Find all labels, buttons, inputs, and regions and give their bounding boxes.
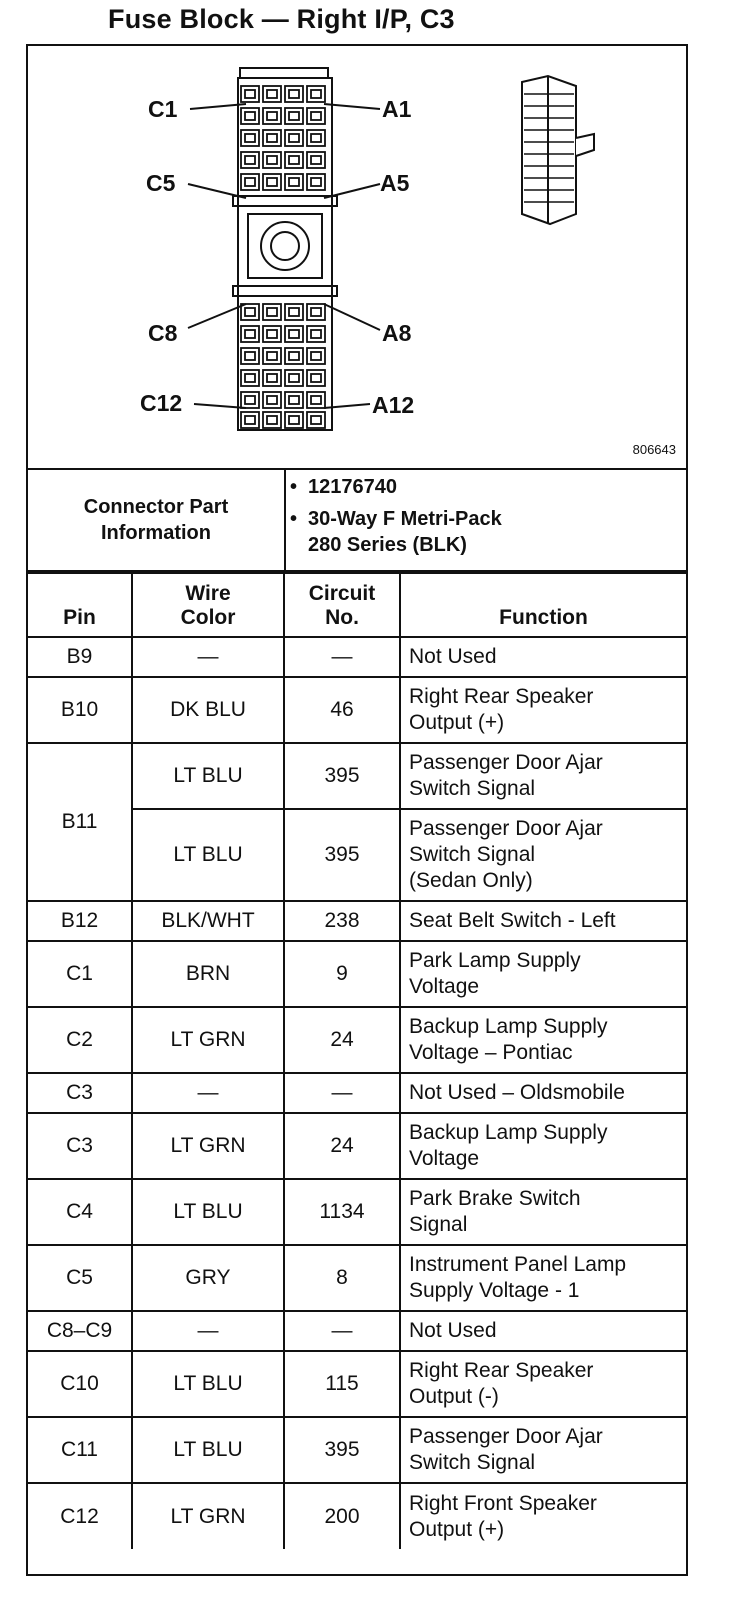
cavity-terminal bbox=[245, 178, 255, 186]
cavity-terminal bbox=[289, 156, 299, 164]
function-line: Switch Signal bbox=[409, 1451, 536, 1474]
function-line: Park Brake Switch bbox=[409, 1187, 581, 1210]
cavity-terminal bbox=[289, 112, 299, 120]
cavity-terminal bbox=[267, 178, 277, 186]
circuit-cell: 395 bbox=[284, 1417, 400, 1483]
connector-info-label-line1: Connector Part bbox=[83, 496, 229, 518]
table-row bbox=[28, 1113, 686, 1179]
pin-cell: B9 bbox=[28, 637, 132, 677]
cavity-terminal bbox=[267, 156, 277, 164]
header-function: Function bbox=[400, 571, 686, 637]
circuit-cell: 395 bbox=[284, 809, 400, 901]
pin-cell: C3 bbox=[28, 1113, 132, 1179]
function-line: Not Used bbox=[409, 1319, 497, 1342]
circuit-cell: 238 bbox=[284, 901, 400, 941]
function-line: Passenger Door Ajar bbox=[409, 751, 603, 774]
pin-cell: B10 bbox=[28, 677, 132, 743]
cavity-terminal bbox=[289, 330, 299, 338]
table-row bbox=[28, 1417, 686, 1483]
cavity-terminal bbox=[289, 374, 299, 382]
cavity-terminal bbox=[289, 178, 299, 186]
circuit-cell: 200 bbox=[284, 1483, 400, 1549]
circuit-cell: 46 bbox=[284, 677, 400, 743]
function-line: Switch Signal bbox=[409, 777, 536, 800]
cavity-terminal bbox=[289, 308, 299, 316]
circuit-cell: 8 bbox=[284, 1245, 400, 1311]
cavity-terminal bbox=[267, 308, 277, 316]
function-cell bbox=[400, 1351, 686, 1417]
circuit-cell: 1134 bbox=[284, 1179, 400, 1245]
wire-color-cell: LT BLU bbox=[132, 809, 284, 901]
wire-color-cell: BLK/WHT bbox=[132, 901, 284, 941]
label-a12: A12 bbox=[372, 392, 415, 418]
wire-color-cell: DK BLU bbox=[132, 677, 284, 743]
pinout-table bbox=[28, 570, 686, 1549]
cavity-terminal bbox=[311, 90, 321, 98]
pin-cell: C4 bbox=[28, 1179, 132, 1245]
connector-type bbox=[308, 506, 682, 558]
figure-number: 806643 bbox=[632, 442, 676, 457]
connector-part-info bbox=[28, 468, 686, 574]
cavity-terminal bbox=[289, 134, 299, 142]
function-line: Voltage bbox=[409, 1147, 480, 1170]
circuit-cell: 115 bbox=[284, 1351, 400, 1417]
cavity-terminal bbox=[267, 330, 277, 338]
cavity-terminal bbox=[311, 374, 321, 382]
connector-type-line2: 280 Series (BLK) bbox=[308, 534, 467, 556]
cavity-terminal bbox=[311, 308, 321, 316]
table-row bbox=[28, 1073, 686, 1113]
header-circuit-line2: No. bbox=[325, 606, 359, 629]
function-cell bbox=[400, 901, 686, 941]
table-row bbox=[28, 1483, 686, 1549]
wire-color-cell: — bbox=[132, 1073, 284, 1113]
table-row bbox=[28, 1311, 686, 1351]
function-cell bbox=[400, 1179, 686, 1245]
cavity-terminal bbox=[289, 396, 299, 404]
function-line: Voltage bbox=[409, 975, 480, 998]
pin-cell: C12 bbox=[28, 1483, 132, 1549]
cavity-terminal bbox=[245, 112, 255, 120]
pin-cell: C1 bbox=[28, 941, 132, 1007]
function-cell bbox=[400, 1311, 686, 1351]
function-cell bbox=[400, 1113, 686, 1179]
cavity-terminal bbox=[245, 308, 255, 316]
cavity-terminal bbox=[267, 352, 277, 360]
wire-color-cell: LT GRN bbox=[132, 1007, 284, 1073]
wire-color-cell: LT BLU bbox=[132, 1417, 284, 1483]
wire-color-cell: LT BLU bbox=[132, 743, 284, 809]
function-cell bbox=[400, 637, 686, 677]
label-a5: A5 bbox=[380, 170, 410, 196]
pin-cell: C5 bbox=[28, 1245, 132, 1311]
pin-cell: B12 bbox=[28, 901, 132, 941]
function-line: Passenger Door Ajar bbox=[409, 1425, 603, 1448]
table-row bbox=[28, 1007, 686, 1073]
cavity-terminal bbox=[289, 90, 299, 98]
circuit-cell: — bbox=[284, 1311, 400, 1351]
header-circuit-line1: Circuit bbox=[308, 582, 376, 605]
cavity-terminal bbox=[267, 416, 277, 424]
label-c1: C1 bbox=[148, 96, 178, 122]
function-line: Instrument Panel Lamp bbox=[409, 1253, 627, 1276]
wire-color-cell: — bbox=[132, 1311, 284, 1351]
connector-diagram bbox=[28, 46, 686, 470]
function-line: Seat Belt Switch - Left bbox=[409, 909, 616, 932]
cavity-terminal bbox=[289, 416, 299, 424]
part-number: • 12176740 bbox=[308, 474, 682, 500]
function-line: Output (+) bbox=[409, 711, 505, 734]
table-row bbox=[28, 941, 686, 1007]
function-line: Supply Voltage - 1 bbox=[409, 1279, 580, 1302]
wire-color-cell: BRN bbox=[132, 941, 284, 1007]
cavity-terminal bbox=[245, 90, 255, 98]
function-line: Right Rear Speaker bbox=[409, 685, 594, 708]
wire-color-cell: GRY bbox=[132, 1245, 284, 1311]
wire-color-cell: LT GRN bbox=[132, 1113, 284, 1179]
function-cell bbox=[400, 1483, 686, 1549]
function-cell bbox=[400, 1073, 686, 1113]
cavity-terminal bbox=[311, 330, 321, 338]
table-row bbox=[28, 677, 686, 743]
label-a8: A8 bbox=[382, 320, 412, 346]
connector-info-label bbox=[28, 468, 286, 572]
cavity-terminal bbox=[245, 156, 255, 164]
circuit-cell: — bbox=[284, 1073, 400, 1113]
function-line: Output (+) bbox=[409, 1517, 505, 1541]
pin-cell: C3 bbox=[28, 1073, 132, 1113]
circuit-cell: 24 bbox=[284, 1007, 400, 1073]
cavity-terminal bbox=[245, 352, 255, 360]
function-line: Switch Signal bbox=[409, 843, 536, 866]
function-cell bbox=[400, 809, 686, 901]
header-wire-color-line2: Color bbox=[180, 606, 236, 629]
function-line: Park Lamp Supply bbox=[409, 949, 581, 972]
table-row bbox=[28, 1351, 686, 1417]
function-line: Signal bbox=[409, 1213, 468, 1236]
cavity-terminal bbox=[245, 416, 255, 424]
function-cell bbox=[400, 1007, 686, 1073]
header-wire-color bbox=[132, 571, 284, 637]
pin-cell: B11 bbox=[28, 743, 132, 901]
function-line: Voltage – Pontiac bbox=[409, 1041, 573, 1064]
pin-cell: C10 bbox=[28, 1351, 132, 1417]
circuit-cell: — bbox=[284, 637, 400, 677]
cavity-terminal bbox=[311, 352, 321, 360]
header-circuit bbox=[284, 571, 400, 637]
cavity-terminal bbox=[267, 374, 277, 382]
function-line: Passenger Door Ajar bbox=[409, 817, 603, 840]
table-row bbox=[28, 1179, 686, 1245]
cavity-terminal bbox=[245, 134, 255, 142]
connector-sheet bbox=[26, 44, 688, 1576]
cavity-terminal bbox=[245, 330, 255, 338]
wire-color-cell: — bbox=[132, 637, 284, 677]
label-c5: C5 bbox=[146, 170, 176, 196]
table-row bbox=[28, 637, 686, 677]
circuit-cell: 395 bbox=[284, 743, 400, 809]
cavity-terminal bbox=[245, 374, 255, 382]
table-row bbox=[28, 743, 686, 809]
cavity-terminal bbox=[267, 134, 277, 142]
header-wire-color-line1: Wire bbox=[185, 582, 231, 605]
function-line: Output (-) bbox=[409, 1385, 499, 1408]
cavity-terminal bbox=[311, 178, 321, 186]
label-c8: C8 bbox=[148, 320, 178, 346]
function-line: Right Front Speaker bbox=[409, 1491, 597, 1515]
function-cell bbox=[400, 743, 686, 809]
cavity-terminal bbox=[311, 156, 321, 164]
table-row bbox=[28, 1245, 686, 1311]
function-cell bbox=[400, 941, 686, 1007]
label-c12: C12 bbox=[140, 390, 183, 416]
wire-color-cell: LT BLU bbox=[132, 1179, 284, 1245]
function-line: Backup Lamp Supply bbox=[409, 1015, 608, 1038]
page-title: Fuse Block — Right I/P, C3 bbox=[108, 4, 455, 34]
cavity-terminal bbox=[267, 112, 277, 120]
cavity-terminal bbox=[311, 112, 321, 120]
pin-cell: C11 bbox=[28, 1417, 132, 1483]
cavity-terminal bbox=[245, 396, 255, 404]
cavity-terminal bbox=[311, 134, 321, 142]
wire-color-cell: LT BLU bbox=[132, 1351, 284, 1417]
function-cell bbox=[400, 1245, 686, 1311]
pin-cell: C8–C9 bbox=[28, 1311, 132, 1351]
function-cell bbox=[400, 1417, 686, 1483]
circuit-cell: 24 bbox=[284, 1113, 400, 1179]
cavity-terminal bbox=[311, 396, 321, 404]
function-cell bbox=[400, 677, 686, 743]
function-line: Not Used bbox=[409, 645, 497, 668]
connector-type-line1: 30-Way F Metri-Pack bbox=[308, 508, 502, 530]
cavity-terminal bbox=[311, 416, 321, 424]
table-row bbox=[28, 901, 686, 941]
function-line: Backup Lamp Supply bbox=[409, 1121, 608, 1144]
function-line: (Sedan Only) bbox=[409, 869, 533, 892]
cavity-terminal bbox=[267, 90, 277, 98]
label-a1: A1 bbox=[382, 96, 412, 122]
connector-face-drawing bbox=[28, 46, 686, 468]
pin-cell: C2 bbox=[28, 1007, 132, 1073]
cavity-terminal bbox=[289, 352, 299, 360]
header-pin: Pin bbox=[28, 571, 132, 637]
circuit-cell: 9 bbox=[284, 941, 400, 1007]
wire-color-cell: LT GRN bbox=[132, 1483, 284, 1549]
function-line: Not Used – Oldsmobile bbox=[409, 1081, 625, 1104]
cavity-terminal bbox=[267, 396, 277, 404]
connector-info-label-line2: Information bbox=[101, 522, 211, 544]
connector-info-values bbox=[286, 474, 682, 564]
function-line: Right Rear Speaker bbox=[409, 1359, 594, 1382]
